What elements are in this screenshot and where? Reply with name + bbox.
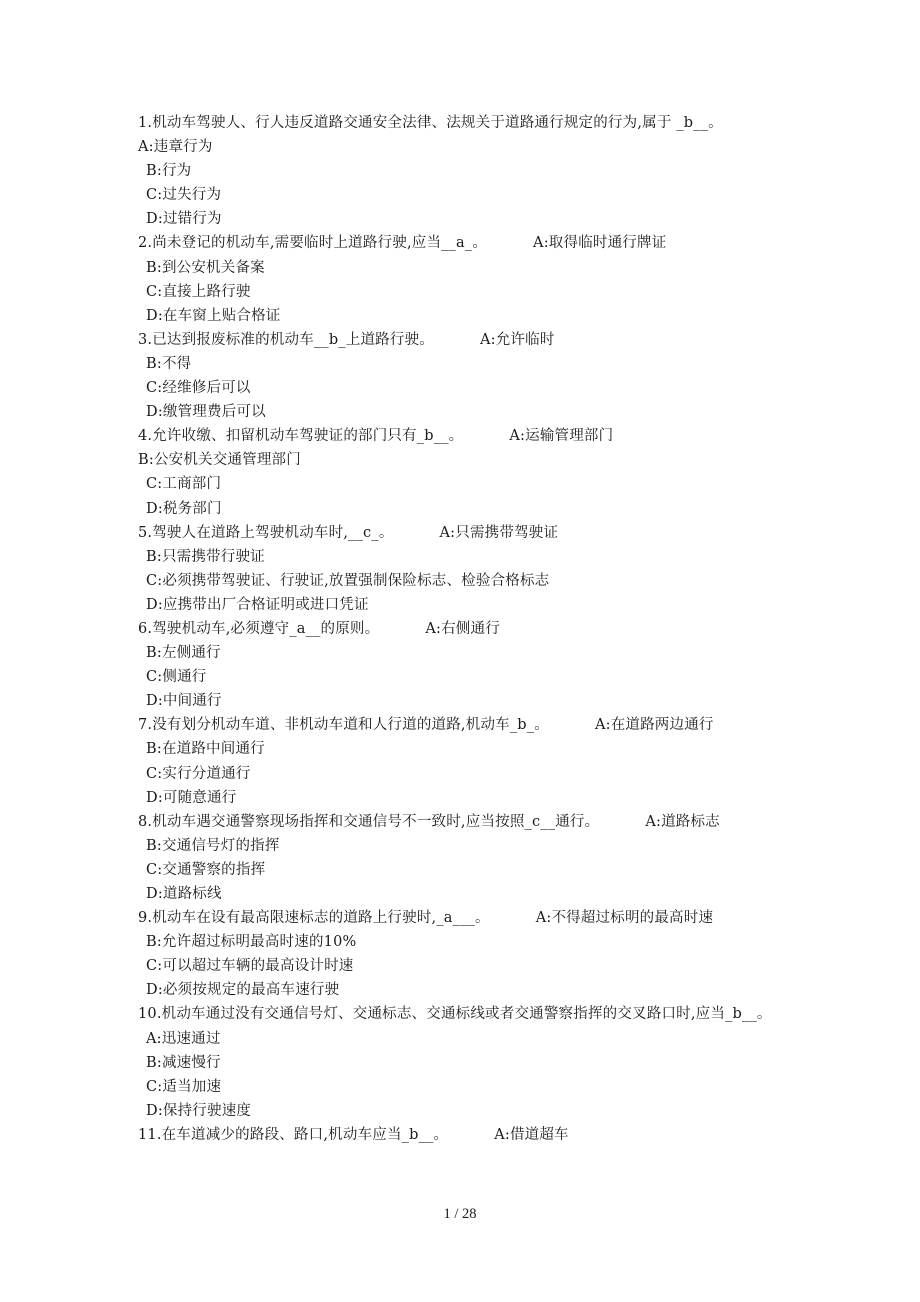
question-stem: 8.机动车遇交通警察现场指挥和交通信号不一致时,应当按照_c__通行。 — [138, 813, 600, 830]
question-row — [138, 1123, 798, 1147]
option-a: A:只需携带驾驶证 — [439, 524, 559, 541]
option-a: A:借道超车 — [494, 1126, 569, 1143]
question-stem: 11.在车道减少的路段、路口,机动车应当_b__。 — [138, 1126, 449, 1143]
option-a: A:运输管理部门 — [509, 428, 614, 445]
option-b: B:不得 — [146, 355, 192, 372]
option-a: A:不得超过标明的最高时速 — [535, 910, 714, 927]
question-stem: 9.机动车在设有最高限速标志的道路上行驶时,_a___。 — [138, 910, 490, 927]
option-a: A:违章行为 — [138, 139, 213, 156]
option-c: C:侧通行 — [146, 669, 207, 686]
question-row — [138, 424, 798, 448]
question-row — [138, 521, 798, 545]
question-stem: 10.机动车通过没有交通信号灯、交通标志、交通标线或者交通警察指挥的交叉路口时,应当_b__。 — [138, 1006, 772, 1023]
option-c: C:过失行为 — [146, 187, 222, 204]
option-c: C:交通警察的指挥 — [146, 861, 266, 878]
question-list — [138, 111, 798, 1147]
option-b: B:只需携带行驶证 — [146, 548, 265, 565]
option-a: A:允许临时 — [479, 331, 555, 348]
question-row — [138, 906, 798, 930]
option-b: B:行为 — [146, 163, 192, 180]
question-stem: 1.机动车驾驶人、行人违反道路交通安全法律、法规关于道路通行规定的行为,属于 _b__。 — [138, 115, 723, 131]
option-b: B:公安机关交通管理部门 — [138, 452, 301, 469]
option-a: A:道路标志 — [645, 813, 720, 830]
question-row — [138, 328, 798, 352]
option-c: C:必须携带驾驶证、行驶证,放置强制保险标志、检验合格标志 — [146, 572, 550, 589]
option-b: B:减速慢行 — [146, 1054, 221, 1071]
option-c: C:经维修后可以 — [146, 380, 251, 397]
option-c: C:可以超过车辆的最高设计时速 — [146, 958, 354, 975]
question-stem: 2.尚未登记的机动车,需要临时上道路行驶,应当__a_。 — [138, 235, 488, 252]
option-d: D:应携带出厂合格证明或进口凭证 — [146, 596, 369, 613]
option-c: C:工商部门 — [146, 476, 222, 493]
question-row — [138, 713, 798, 737]
option-d: D:必须按规定的最高车速行驶 — [146, 982, 340, 999]
option-d: D:在车窗上贴合格证 — [146, 307, 281, 324]
option-d: D:可随意通行 — [146, 789, 237, 806]
question-stem: 3.已达到报废标准的机动车__b_上道路行驶。 — [138, 331, 434, 348]
question-stem: 4.允许收缴、扣留机动车驾驶证的部门只有_b__。 — [138, 428, 464, 445]
question-stem: 7.没有划分机动车道、非机动车道和人行道的道路,机动车_b_。 — [138, 717, 549, 734]
question-row — [138, 810, 798, 834]
option-b: B:在道路中间通行 — [146, 741, 265, 758]
option-d: D:道路标线 — [146, 886, 222, 902]
question-row — [138, 617, 798, 641]
option-a: A:在道路两边通行 — [594, 717, 714, 734]
option-c: C:直接上路行驶 — [146, 283, 251, 300]
option-c: C:适当加速 — [146, 1078, 222, 1095]
option-a: A:右侧通行 — [425, 620, 500, 637]
question-stem: 5.驾驶人在道路上驾驶机动车时,__c_。 — [138, 524, 394, 541]
page-number: 1 / 28 — [443, 1206, 477, 1222]
option-d: D:税务部门 — [146, 500, 222, 517]
option-b: B:左侧通行 — [146, 645, 221, 662]
option-d: D:缴管理费后可以 — [146, 404, 266, 421]
option-d: D:中间通行 — [146, 693, 222, 710]
option-c: C:实行分道通行 — [146, 765, 251, 782]
question-row — [138, 231, 798, 255]
option-b: B:交通信号灯的指挥 — [146, 837, 280, 854]
question-stem: 6.驾驶机动车,必须遵守_a__的原则。 — [138, 620, 380, 637]
option-a: A:取得临时通行牌证 — [533, 235, 667, 252]
option-b: B:允许超过标明最高时速的10% — [146, 934, 357, 951]
option-b: B:到公安机关备案 — [146, 259, 265, 276]
option-a: A:迅速通过 — [146, 1030, 221, 1047]
option-d: D:保持行驶速度 — [146, 1102, 252, 1119]
option-d: D:过错行为 — [146, 211, 222, 228]
